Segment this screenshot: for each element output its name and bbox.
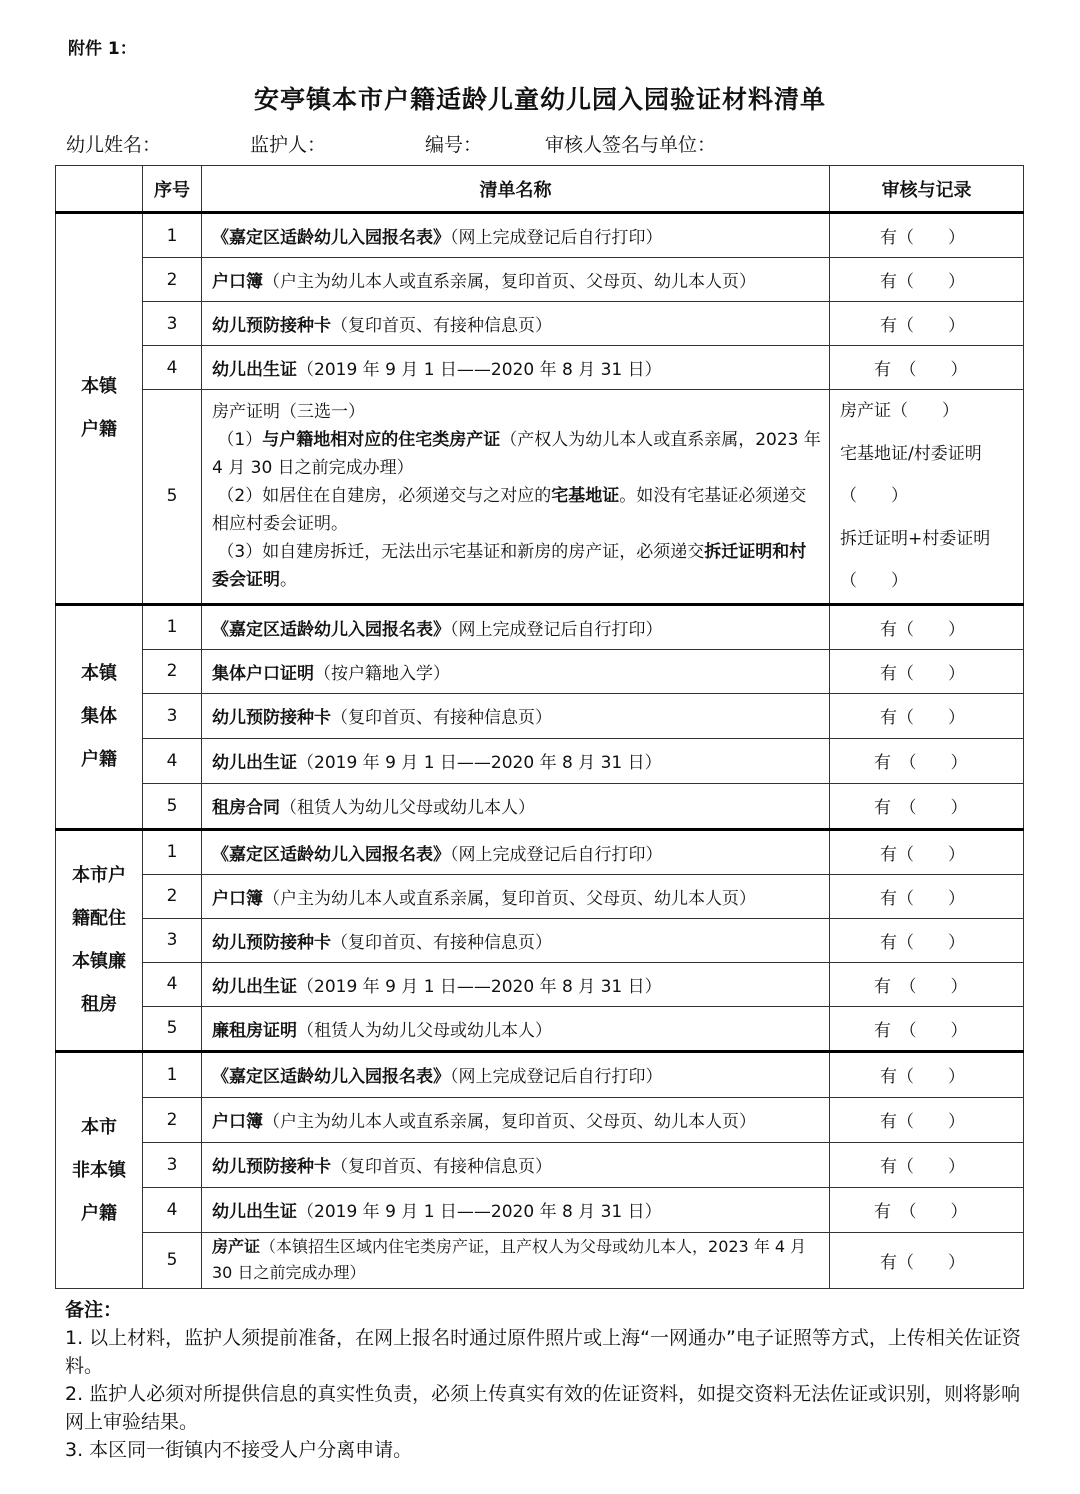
item-name: 幼儿出生证（2019 年 9 月 1 日——2020 年 8 月 31 日）: [202, 346, 830, 390]
row-index: 3: [143, 302, 202, 346]
review-cell: 有（ ）: [830, 258, 1024, 302]
review-cell: 有（ ）: [830, 213, 1024, 258]
table-row: [56, 390, 1024, 605]
item-name: 《嘉定区适龄幼儿入园报名表》（网上完成登记后自行打印）: [202, 1051, 830, 1097]
notes-heading: 备注：: [65, 1299, 123, 1321]
row-index: 3: [143, 918, 202, 962]
item-name: 《嘉定区适龄幼儿入园报名表》（网上完成登记后自行打印）: [202, 829, 830, 874]
table-row: [56, 1006, 1024, 1051]
row-index: 5: [143, 783, 202, 829]
review-cell: 有（ ）: [830, 604, 1024, 649]
header-name: 清单名称: [202, 166, 830, 213]
row-index: 1: [143, 604, 202, 649]
table-row: [56, 1051, 1024, 1097]
property-proof-item: 房产证明（三选一） （1）与户籍地相对应的住宅类房产证（产权人为幼儿本人或直系亲属，2023 年 4 月 30 日之前完成办理） （2）如居住在自建房，必须递交与之对应的宅基地证。如没有宅基证必须递交相应村委会证明。 （3）如自建房拆迁，无法出示宅基证和新房的房产证，必须递交拆迁证明和村委会证明。: [202, 390, 830, 605]
review-cell: 有 （ ）: [830, 738, 1024, 783]
table-row: [56, 783, 1024, 829]
table-row: [56, 738, 1024, 783]
table-row: [56, 1187, 1024, 1232]
item-name: 户口簿（户主为幼儿本人或直系亲属，复印首页、父母页、幼儿本人页）: [202, 258, 830, 302]
table-row: [56, 302, 1024, 346]
attachment-label: 附件 1：: [68, 39, 137, 59]
table-row: [56, 258, 1024, 302]
item-name: 《嘉定区适龄幼儿入园报名表》（网上完成登记后自行打印）: [202, 213, 830, 258]
item-name: 幼儿预防接种卡（复印首页、有接种信息页）: [202, 693, 830, 738]
table-row: [56, 918, 1024, 962]
table-row: [56, 1097, 1024, 1142]
row-index: 4: [143, 346, 202, 390]
child-name-field: 幼儿姓名：: [66, 134, 162, 156]
item-name: 《嘉定区适龄幼儿入园报名表》（网上完成登记后自行打印）: [202, 604, 830, 649]
item-name: 房产证（本镇招生区域内住宅类房产证，且产权人为父母或幼儿本人，2023 年 4 月 30 日之前完成办理）: [202, 1232, 830, 1288]
item-name: 廉租房证明（租赁人为幼儿父母或幼儿本人）: [202, 1006, 830, 1051]
row-index: 5: [143, 390, 202, 605]
header-review: 审核与记录: [830, 166, 1024, 213]
category-cell: 本镇 集体 户籍: [56, 604, 143, 829]
table-row: [56, 346, 1024, 390]
header-category: [56, 166, 143, 213]
row-index: 1: [143, 1051, 202, 1097]
review-cell: 有（ ）: [830, 649, 1024, 693]
review-cell: 有（ ）: [830, 1097, 1024, 1142]
review-cell: 有（ ）: [830, 302, 1024, 346]
review-cell: 有 （ ）: [830, 783, 1024, 829]
note-item: 3. 本区同一街镇内不接受人户分离申请。: [65, 1439, 413, 1461]
review-cell: 有 （ ）: [830, 1006, 1024, 1051]
row-index: 5: [143, 1232, 202, 1288]
table-row: [56, 874, 1024, 918]
review-cell: 有（ ）: [830, 829, 1024, 874]
row-index: 2: [143, 649, 202, 693]
review-cell: 有 （ ）: [830, 346, 1024, 390]
table-row: [56, 962, 1024, 1006]
row-index: 4: [143, 962, 202, 1006]
table-header: [56, 166, 1024, 213]
review-cell: 有（ ）: [830, 874, 1024, 918]
review-cell: 有 （ ）: [830, 962, 1024, 1006]
item-name: 户口簿（户主为幼儿本人或直系亲属，复印首页、父母页、幼儿本人页）: [202, 1097, 830, 1142]
reviewer-field: 审核人签名与单位：: [545, 134, 717, 156]
property-review-cell: 房产证（ ） 宅基地证/村委证明 （ ） 拆迁证明+村委证明 （ ）: [830, 390, 1024, 605]
item-name: 幼儿预防接种卡（复印首页、有接种信息页）: [202, 302, 830, 346]
item-name: 租房合同（租赁人为幼儿父母或幼儿本人）: [202, 783, 830, 829]
table-row: [56, 1142, 1024, 1187]
review-cell: 有 （ ）: [830, 1187, 1024, 1232]
row-index: 2: [143, 1097, 202, 1142]
category-cell: 本市 非本镇 户籍: [56, 1051, 143, 1288]
item-name: 幼儿出生证（2019 年 9 月 1 日——2020 年 8 月 31 日）: [202, 1187, 830, 1232]
review-cell: 有（ ）: [830, 693, 1024, 738]
review-cell: 有（ ）: [830, 918, 1024, 962]
item-name: 户口簿（户主为幼儿本人或直系亲属，复印首页、父母页、幼儿本人页）: [202, 874, 830, 918]
guardian-field: 监护人：: [250, 134, 327, 156]
number-field: 编号：: [425, 134, 483, 156]
header-index: 序号: [143, 166, 202, 213]
note-item: 2. 监护人必须对所提供信息的真实性负责，必须上传真实有效的佐证资料，如提交资料无法佐证或识别，则将影响网上审验结果。: [65, 1383, 1021, 1433]
row-index: 3: [143, 693, 202, 738]
item-name: 集体户口证明（按户籍地入学）: [202, 649, 830, 693]
review-cell: 有（ ）: [830, 1142, 1024, 1187]
table-row: [56, 829, 1024, 874]
page-title: 安亭镇本市户籍适龄儿童幼儿园入园验证材料清单: [253, 85, 826, 114]
item-name: 幼儿出生证（2019 年 9 月 1 日——2020 年 8 月 31 日）: [202, 738, 830, 783]
category-cell: 本市户 籍配住 本镇廉 租房: [56, 829, 143, 1051]
note-item: 1. 以上材料，监护人须提前准备，在网上报名时通过原件照片或上海“一网通办”电子证照等方式，上传相关佐证资料。: [65, 1327, 1021, 1377]
row-index: 4: [143, 738, 202, 783]
row-index: 3: [143, 1142, 202, 1187]
row-index: 2: [143, 874, 202, 918]
item-name: 幼儿预防接种卡（复印首页、有接种信息页）: [202, 918, 830, 962]
notes: [65, 1296, 1025, 1464]
item-name: 幼儿出生证（2019 年 9 月 1 日——2020 年 8 月 31 日）: [202, 962, 830, 1006]
table-row: [56, 649, 1024, 693]
table-row: [56, 213, 1024, 258]
table-row: [56, 1232, 1024, 1288]
table-row: [56, 604, 1024, 649]
row-index: 1: [143, 213, 202, 258]
row-index: 2: [143, 258, 202, 302]
row-index: 4: [143, 1187, 202, 1232]
item-name: 幼儿预防接种卡（复印首页、有接种信息页）: [202, 1142, 830, 1187]
review-cell: 有（ ）: [830, 1232, 1024, 1288]
form-fields: [0, 130, 1080, 160]
row-index: 5: [143, 1006, 202, 1051]
row-index: 1: [143, 829, 202, 874]
table-row: [56, 693, 1024, 738]
materials-table: [55, 165, 1024, 1289]
category-cell: 本镇 户籍: [56, 213, 143, 605]
review-cell: 有（ ）: [830, 1051, 1024, 1097]
